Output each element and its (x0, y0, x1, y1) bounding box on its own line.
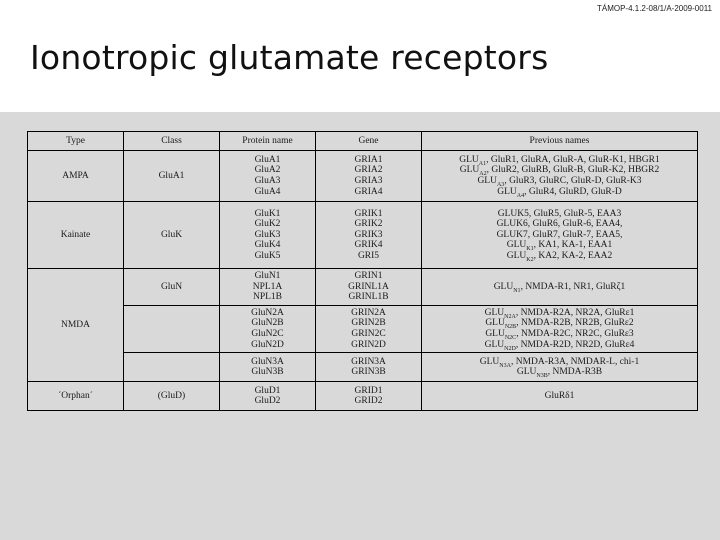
class-cell: GluN (124, 269, 220, 306)
protein-cell: GluK1 GluK2 GluK3 GluK4 GluK5 (220, 202, 316, 269)
previous-name-line (424, 282, 695, 293)
table-row (28, 269, 698, 306)
previous-name-line (424, 219, 695, 230)
previous-name-line (424, 209, 695, 220)
class-cell: GluK (124, 202, 220, 269)
previous-name-line (424, 308, 695, 319)
previous-name-text: GLU (506, 250, 527, 261)
previous-name-line (424, 240, 695, 251)
previous-name-subscript: A1 (478, 160, 487, 167)
previous-name-text: GLU (506, 240, 527, 251)
gene-cell: GRIN3A GRIN3B (316, 353, 422, 382)
previous-name-subscript: N3B (536, 373, 548, 380)
gene-cell: GRID1 GRID2 (316, 382, 422, 411)
previous-name-text: GLUK5, GluR5, GluR-5, EAA3 (497, 208, 622, 219)
type-cell: Kainate (28, 202, 124, 269)
previous-name-text: , GluR1, GluRA, GluR-A, GluR-K1, HBGR1 (486, 154, 660, 165)
column-header-gene: Gene (316, 132, 422, 151)
protein-cell: GluN2A GluN2B GluN2C GluN2D (220, 305, 316, 352)
column-header-protein: Protein name (220, 132, 316, 151)
previous-names-cell (422, 202, 698, 269)
class-cell-empty (124, 353, 220, 382)
previous-name-subscript: A4 (516, 192, 525, 199)
previous-name-text: , NMDA-R1, NR1, GluRζ1 (520, 281, 626, 292)
previous-name-line (424, 340, 695, 351)
previous-name-text: GLU (477, 176, 497, 186)
previous-name-text: , NMDA-R2C, NR2C, GluRε3 (516, 328, 634, 339)
previous-name-subscript: N3A (499, 362, 511, 369)
gene-cell: GRIN2A GRIN2B GRIN2C GRIN2D (316, 305, 422, 352)
previous-name-line (424, 251, 695, 262)
gene-cell: GRIA1 GRIA2 GRIA3 GRIA4 (316, 151, 422, 202)
previous-name-text: GLU (484, 307, 505, 318)
previous-name-text: GLU (459, 165, 480, 176)
previous-name-text: , GluR2, GluRB, GluR-B, GluR-K2, HBGR2 (486, 165, 660, 176)
column-header-class: Class (124, 132, 220, 151)
previous-name-subscript: N1 (513, 287, 521, 294)
previous-name-line (424, 155, 695, 166)
previous-name-text: , KA2, KA-2, EAA2 (533, 250, 613, 261)
previous-names-cell (422, 382, 698, 411)
table-row (28, 202, 698, 269)
previous-names-cell (422, 353, 698, 382)
previous-name-line (424, 367, 695, 378)
protein-cell: GluN1 NPL1A NPL1B (220, 269, 316, 306)
previous-names-cell (422, 151, 698, 202)
receptor-table (27, 131, 698, 411)
protein-cell: GluD1 GluD2 (220, 382, 316, 411)
protein-cell: GluN3A GluN3B (220, 353, 316, 382)
previous-name-text: , NMDA-R2B, NR2B, GluRε2 (516, 318, 634, 329)
previous-name-text: GLU (485, 318, 505, 329)
gene-cell: GRIK1 GRIK2 GRIK3 GRIK4 GRI5 (316, 202, 422, 269)
previous-name-text: , NMDA-R2D, NR2D, GluRε4 (515, 339, 635, 350)
previous-name-text: GLU (493, 281, 514, 292)
type-cell: NMDA (28, 269, 124, 382)
table-row (28, 382, 698, 411)
previous-name-text: GLU (497, 186, 517, 197)
previous-name-text: GLUK6, GluR6, GluR-6, EAA4, (496, 219, 623, 230)
table-header-row (28, 132, 698, 151)
previous-name-subscript: K2 (526, 256, 534, 263)
table-row (28, 151, 698, 202)
slide-title: Ionotropic glutamate receptors (30, 38, 549, 77)
gene-cell: GRIN1 GRINL1A GRINL1B (316, 269, 422, 306)
previous-name-text: , NMDA-R2A, NR2A, GluRε1 (515, 307, 635, 318)
previous-name-text: , GluR3, GluRC, GluR-D, GluR-K3 (504, 176, 642, 186)
table-row (28, 353, 698, 382)
protein-cell: GluA1 GluA2 GluA3 GluA4 (220, 151, 316, 202)
previous-names-cell (422, 269, 698, 306)
previous-name-line (424, 318, 695, 329)
column-header-type: Type (28, 132, 124, 151)
previous-name-subscript: A2 (479, 171, 487, 178)
previous-name-subscript: N2C (504, 334, 517, 341)
class-cell: GluA1 (124, 151, 220, 202)
previous-name-subscript: N2D (504, 345, 516, 352)
table-row (28, 305, 698, 352)
previous-name-text: , GluR4, GluRD, GluR-D (524, 186, 622, 197)
previous-name-text: GLU (479, 356, 500, 367)
class-cell-empty (124, 305, 220, 352)
column-header-previous: Previous names (422, 132, 698, 151)
previous-name-line (424, 230, 695, 241)
previous-name-line (424, 187, 695, 198)
previous-name-text: GluRδ1 (544, 390, 575, 401)
project-code: TÁMOP-4.1.2-08/1/A-2009-0011 (596, 4, 712, 13)
previous-name-text: , NMDA-R3A, NMDAR-L, chi-1 (510, 356, 640, 367)
previous-name-line (424, 176, 695, 187)
previous-name-line (424, 391, 695, 402)
previous-name-line (424, 357, 695, 368)
type-cell: AMPA (28, 151, 124, 202)
previous-name-subscript: N2A (504, 313, 516, 320)
previous-name-text: GLU (459, 154, 479, 165)
previous-name-line (424, 329, 695, 340)
previous-name-subscript: N2B (504, 324, 517, 331)
type-cell: ´Orphan´ (28, 382, 124, 411)
previous-name-subscript: A3 (496, 181, 505, 188)
previous-name-text: GLU (484, 339, 505, 350)
previous-name-subscript: K1 (526, 246, 534, 253)
slide-header (0, 0, 720, 112)
previous-names-cell (422, 305, 698, 352)
previous-name-text: GLU (516, 367, 537, 378)
previous-name-text: GLU (485, 328, 505, 339)
class-cell: (GluD) (124, 382, 220, 411)
previous-name-text: GLUK7, GluR7, GluR-7, EAA5, (496, 229, 623, 240)
previous-name-text: , KA1, KA-1, EAA1 (533, 240, 613, 251)
previous-name-text: , NMDA-R3B (547, 367, 603, 378)
previous-name-line (424, 165, 695, 176)
